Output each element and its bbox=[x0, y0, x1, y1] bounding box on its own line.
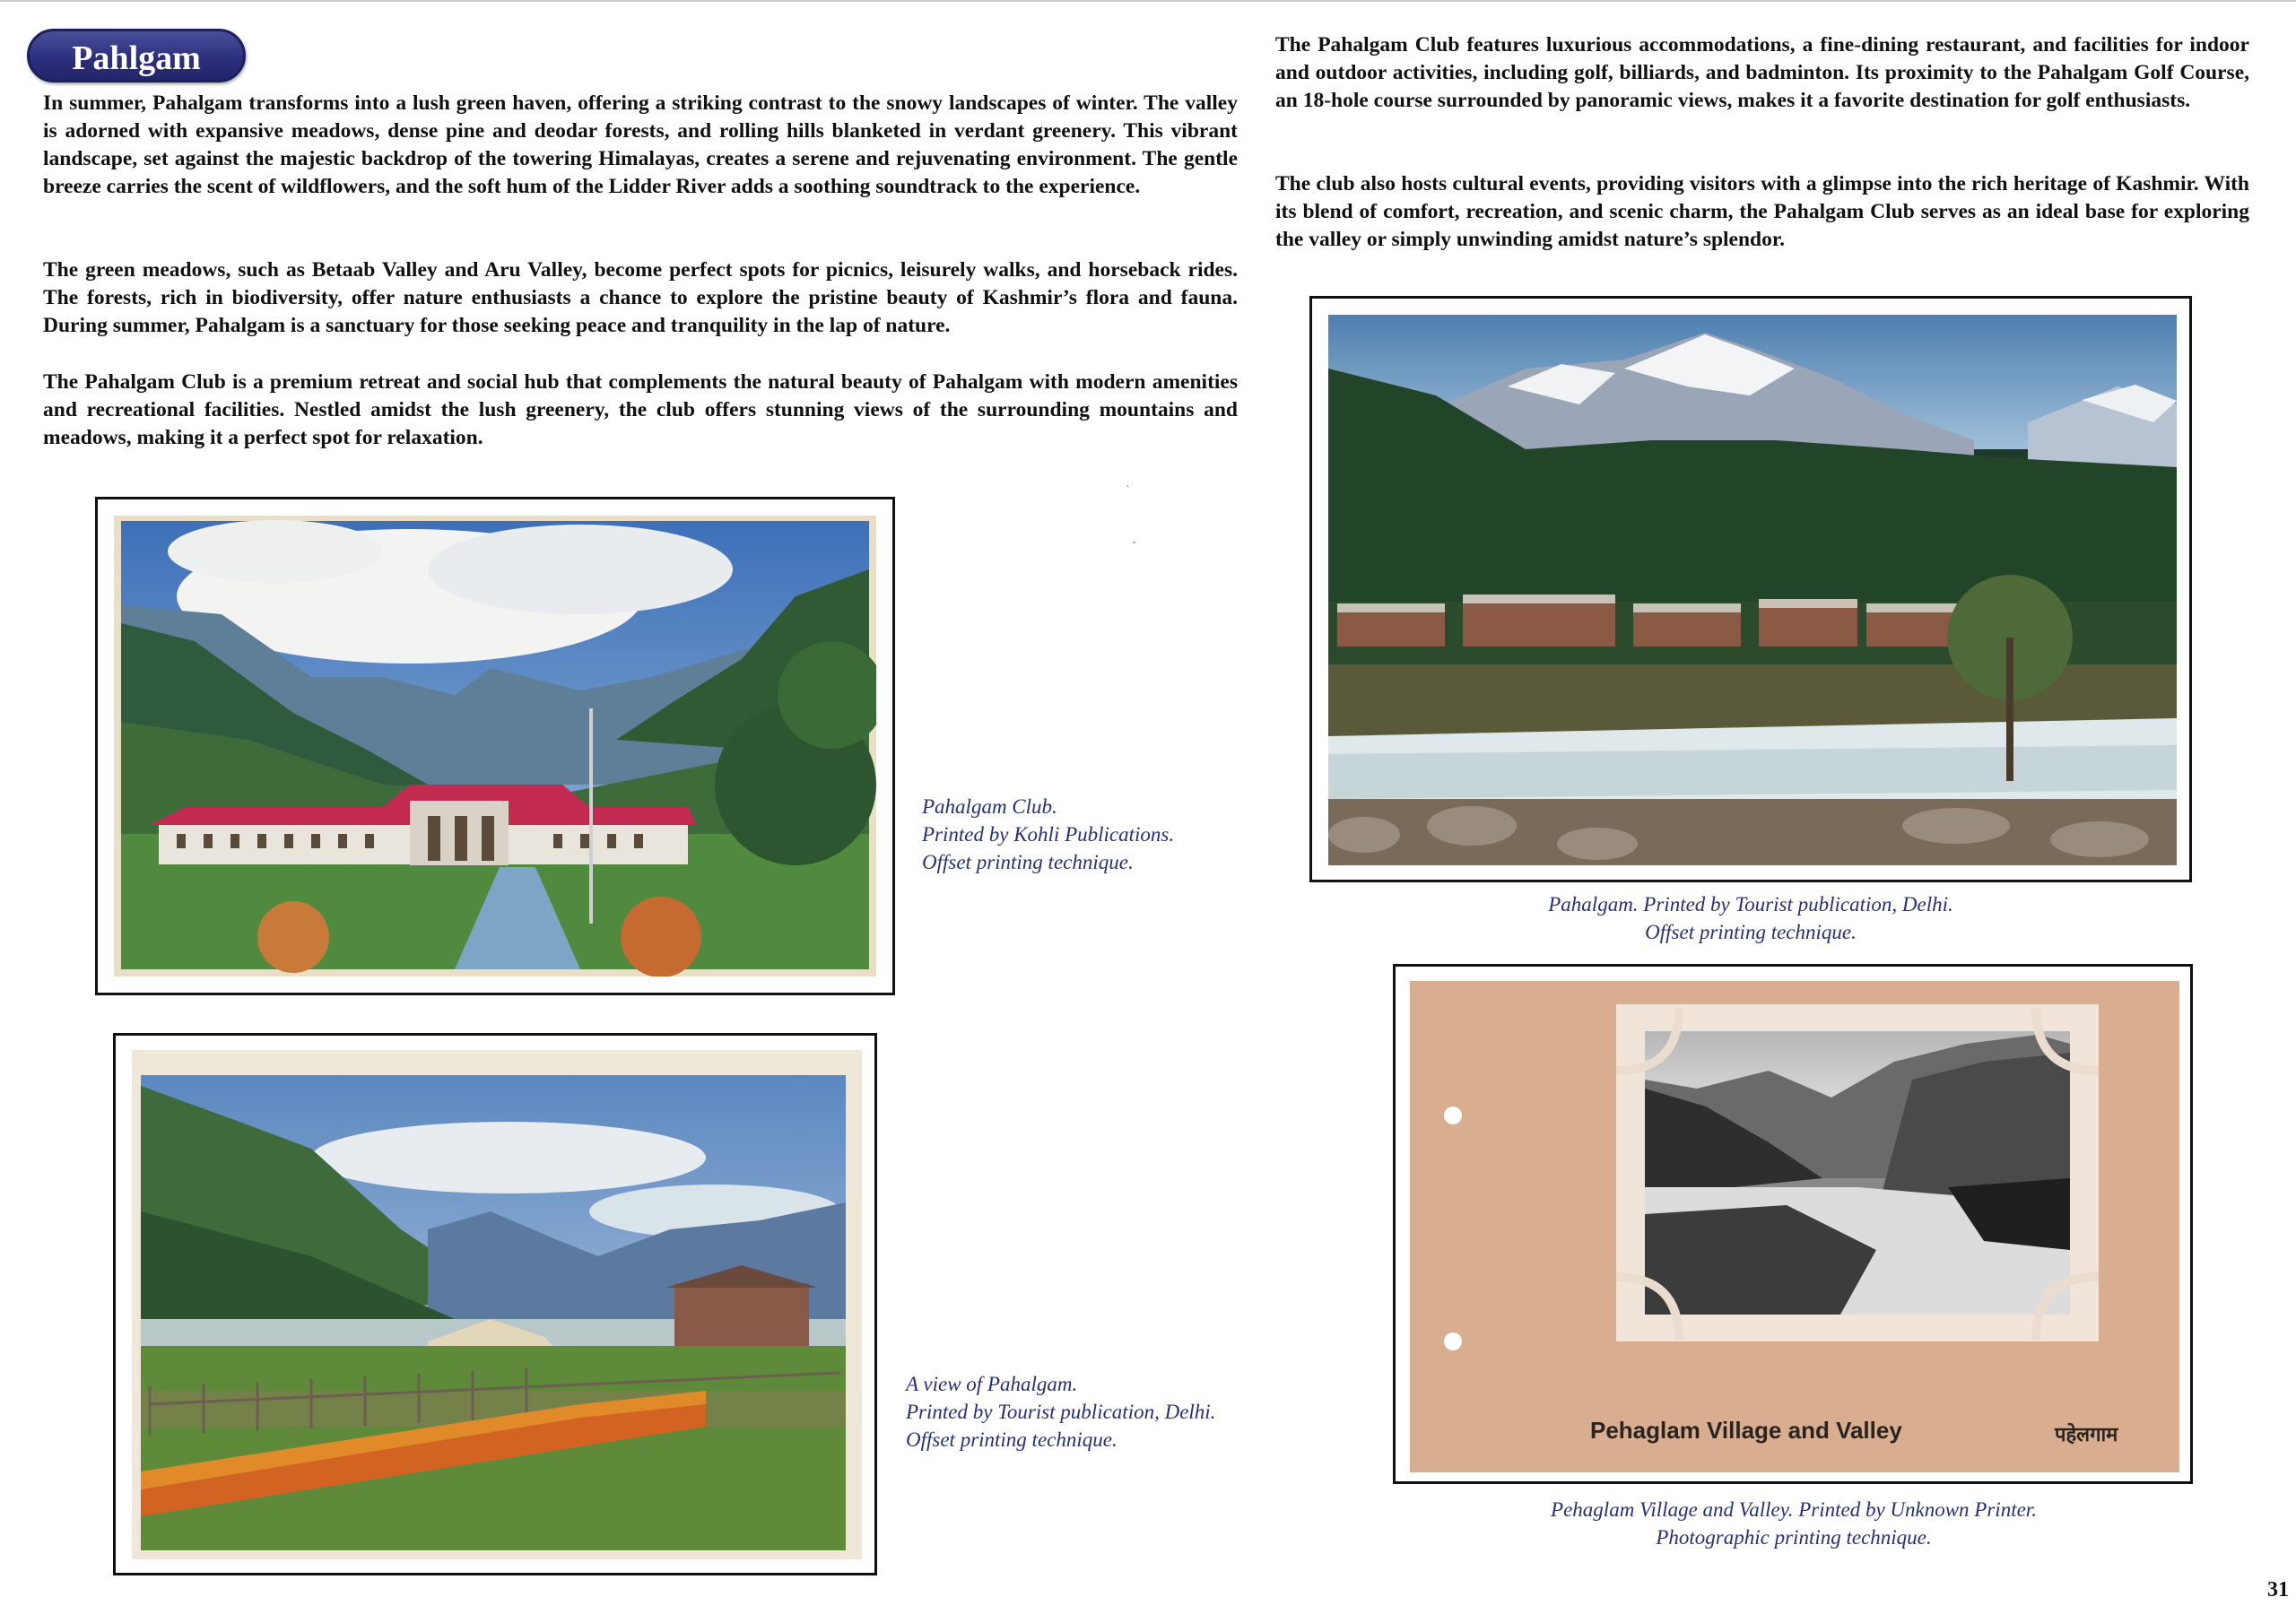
postcard-village-card bbox=[1410, 981, 2179, 1472]
caption-pahalgam bbox=[1383, 890, 2118, 946]
scan-speck: - bbox=[1132, 535, 1136, 549]
caption-village-line-1: Pehaglam Village and Valley. Printed by Unknown Printer. bbox=[1551, 1498, 2037, 1521]
postcard-view-image bbox=[132, 1050, 862, 1559]
postcard-frame-view bbox=[113, 1033, 877, 1575]
caption-club bbox=[922, 793, 1174, 876]
left-paragraph-1: In summer, Pahalgam transforms into a lush green haven, offering a striking contrast to the snowy landscapes of winter. The valley is adorned with expansive meadows, dense pine and deodar forests, and rolling hills blanketed in verdant greenery. This vibrant landscape, set against the majestic backdrop of the towering Himalayas, creates a serene and rejuvenating environment. The gentle breeze carries the scent of wildflowers, and the soft hum of the Lidder River adds a soothing soundtrack to the experience. bbox=[43, 91, 1238, 198]
caption-view bbox=[906, 1370, 1215, 1454]
left-paragraph-3: The Pahalgam Club is a premium retreat and social hub that complements the natural beauty of Pahalgam with modern amenities and recreational facilities. Nestled amidst the lush greenery, the club offers stunning views of the surrounding mountains and meadows, making it a perfect spot for relaxation. bbox=[43, 370, 1238, 449]
right-paragraph-2: The club also hosts cultural events, providing visitors with a glimpse into the rich heritage of Kashmir. With its blend of comfort, recreation, and scenic charm, the Pahalgam Club serves as an ideal base for exploring the valley or simply unwinding amidst nature’s splendor. bbox=[1275, 172, 2249, 251]
caption-view-line-2: Printed by Tourist publication, Delhi. bbox=[906, 1401, 1216, 1423]
page-title: Pahlgam bbox=[27, 29, 246, 82]
caption-pahalgam-line-1: Pahalgam. Printed by Tourist publication, Delhi. bbox=[1548, 893, 1953, 916]
postcard-frame-village bbox=[1393, 964, 2193, 1484]
postcard-club-image bbox=[114, 516, 876, 976]
postcard-pahalgam-image bbox=[1328, 315, 2177, 865]
postcard-village-hindi: पहेलगाम bbox=[2055, 1423, 2118, 1445]
caption-view-line-1: A view of Pahalgam. bbox=[906, 1373, 1078, 1395]
postcard-frame-pahalgam bbox=[1309, 296, 2192, 882]
page-number: 31 bbox=[2267, 1578, 2289, 1601]
caption-pahalgam-line-2: Offset printing technique. bbox=[1645, 921, 1857, 943]
postcard-frame-club bbox=[95, 497, 895, 995]
scan-speck: ` bbox=[1126, 484, 1130, 498]
left-paragraph-2: The green meadows, such as Betaab Valley and Aru Valley, become perfect spots for picnics, leisurely walks, and horseback rides. The forests, rich in biodiversity, offer nature enthusiasts a chance to explore the pristine beauty of Kashmir’s flora and fauna. During summer, Pahalgam is a sanctuary for those seeking peace and tranquility in the lap of nature. bbox=[43, 258, 1238, 337]
caption-club-line-1: Pahalgam Club. bbox=[922, 795, 1057, 818]
caption-club-line-3: Offset printing technique. bbox=[922, 851, 1134, 873]
caption-view-line-3: Offset printing technique. bbox=[906, 1428, 1118, 1451]
caption-club-line-2: Printed by Kohli Publications. bbox=[922, 823, 1175, 846]
caption-village bbox=[1401, 1496, 2187, 1551]
top-rule bbox=[0, 0, 2296, 2]
right-paragraph-1: The Pahalgam Club features luxurious accommodations, a fine-dining restaurant, and facilities for indoor and outdoor activities, including golf, billiards, and badminton. Its proximity to the Pahalgam Golf Course, an 18-hole course surrounded by panoramic views, makes it a favorite destination for golf enthusiasts. bbox=[1275, 33, 2249, 112]
postcard-village-title: Pehaglam Village and Valley bbox=[1590, 1417, 1902, 1444]
caption-village-line-2: Photographic printing technique. bbox=[1656, 1526, 1932, 1549]
